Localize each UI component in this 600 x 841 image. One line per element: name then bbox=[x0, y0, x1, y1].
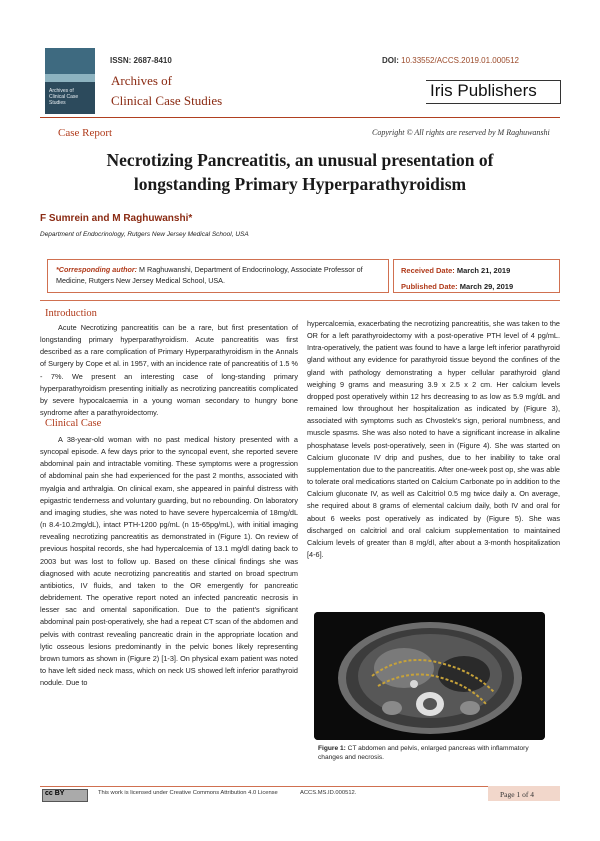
right-column-text: hypercalcemia, exacerbating the necrotizing pancreatitis, she was taken to the OR for a left parathyroidectomy with a post-operative PTH level of 4 pg/mL. Intra-operatively, the patient was found to have a large left inferior parathyroid gland without any evidence for parathyroid tissue beyond the confines of the gland with pathology demonstrating a hyper cellular parathyroid gland weighing 9 grams and measuring 3.9 x 2.5 x 2 cm. Her calcium levels dropped post operatively within 12 hrs decreasing to as low as 5.9 mg/dL and remained low throughout her hospitalization as indicated by (Figure 3), associated with symptoms such as Chvostek's sign, perioral numbness, and muscle spasms. She was also noted to have a significant increase in alkaline phosphatase levels post-operatively, seen in (Figure 4). She was started on Calcium gluconate IV drip and pushes, due to her inability to take oral supplementation due to the pancreatitis. After one-week post op, she was able to tolerate oral medications started on Calcium Carbonate po in addition to the Calcium gluconate IV, as well as Calcitriol 0.5 mg twice daily a. On average, she required about 8 grams of elemental calcium daily, both IV and oral for about 6 weeks post operatively as indicated by (Figure 5). She was discharged on calcitriol and oral calcium supplementation to maintained Calcium levels of greater than 8 mg/dl, after about a 3-month hospitalization [4-6]. bbox=[307, 319, 560, 559]
published-label: Published Date: bbox=[401, 282, 458, 291]
affiliation: Department of Endocrinology, Rutgers New Jersey Medical School, USA bbox=[40, 231, 249, 238]
title-line2: longstanding Primary Hyperparathyroidism bbox=[133, 174, 467, 194]
license-text: This work is licensed under Creative Commons Attribution 4.0 License bbox=[98, 790, 278, 796]
doi-label: DOI: bbox=[382, 56, 399, 65]
publisher-logo bbox=[426, 80, 561, 104]
figure-1-caption-text: CT abdomen and pelvis, enlarged pancreas with inflammatory changes and necrosis. bbox=[318, 745, 529, 761]
journal-title-line1: Archives of bbox=[111, 73, 173, 88]
published-date: March 29, 2019 bbox=[459, 282, 514, 291]
figure-1-label: Figure 1: bbox=[318, 745, 346, 752]
publisher-name: Iris Publishers bbox=[430, 81, 537, 100]
doi[interactable] bbox=[382, 56, 519, 65]
cc-by-license-badge[interactable] bbox=[42, 789, 88, 802]
correspondence-text: M Raghuwanshi, Department of Endocrinology, Associate Professor of Medicine, Rutgers New Jersey Medical School, USA. bbox=[56, 265, 363, 285]
journal-title-line2: Clinical Case Studies bbox=[111, 93, 223, 108]
dates bbox=[401, 263, 513, 295]
issn: ISSN: 2687-8410 bbox=[110, 56, 172, 65]
title-line1: Necrotizing Pancreatitis, an unusual presentation of bbox=[106, 150, 494, 170]
figure-1-caption bbox=[318, 745, 550, 762]
manuscript-id: ACCS.MS.ID.000512. bbox=[300, 790, 357, 796]
journal-title bbox=[111, 71, 222, 111]
figure-1-ct-image bbox=[314, 612, 545, 740]
cover-text: Archives of Clinical Case Studies bbox=[49, 88, 79, 106]
introduction-text: Acute Necrotizing pancreatitis can be a rare, but first presentation of longstanding primary hyperparathyroidism. Acute pancreatitis was first described as a rare complication of Primary Hyperparathyroidism in the Annals of Surgery by Cope et al. in 1957, with an incidence rate of pancreatitis of 1.5 % - 7%. We present an interesting case of long-standing primary hyperparathyroidism presenting initially as necrotizing pancreatitis complicated by severe hypocalcaemia in a young woman secondary to hungry bone syndrome after a parathyroidectomy. bbox=[40, 323, 298, 418]
section-divider bbox=[40, 300, 560, 301]
introduction-heading: Introduction bbox=[45, 308, 97, 319]
cc-badge-text: cc BY bbox=[45, 790, 65, 797]
authors: F Sumrein and M Raghuwanshi* bbox=[40, 213, 193, 224]
header-divider bbox=[40, 117, 560, 118]
page-number: Page 1 of 4 bbox=[500, 790, 534, 799]
report-type: Case Report bbox=[58, 127, 113, 139]
copyright: Copyright © All rights are reserved by M Raghuwanshi bbox=[372, 128, 550, 137]
ct-scan-illustration bbox=[314, 612, 545, 740]
doi-link[interactable]: 10.33552/ACCS.2019.01.000512 bbox=[401, 56, 519, 65]
clinical-case-heading: Clinical Case bbox=[45, 418, 102, 429]
received-date: March 21, 2019 bbox=[456, 266, 511, 275]
correspondence-label: *Corresponding author: bbox=[56, 265, 138, 274]
article-title bbox=[30, 148, 570, 196]
received-label: Received Date: bbox=[401, 266, 455, 275]
journal-cover-thumbnail bbox=[45, 48, 95, 114]
clinical-case-text: A 38-year-old woman with no past medical history presented with a syncopal episode. A few days prior to the syncopal event, she reported severe abdominal pain and intractable vomiting. These symptoms were a progression of abdominal pain she had experienced for the past 2 months, associated with myalgia and arthralgia. On clinical exam, she appeared in painful distress with epigastric tenderness and voluntary guarding, but no rebounding. On laboratory and imaging studies, she was noted to have severe hypercalcemia of 18mg/dL (n 8.4-10.2mg/dL), intact PTH-1200 pg/mL (n 15-65pg/mL), with initial imaging revealing necrotizing pancreatitis as demonstrated in (Figure 1). On review of previous hospital records, she had hypercalcemia of 13.1 mg/dl dating back to 2003 but was lost to follow up. Based on these clinical findings she was diagnosed with acute necrotizing pancreatitis and started on broad spectrum antibiotics, IV fluids, and taken to the OR emergently for pancreatic debridement. The operative report noted an infected pancreatic necrosis in lesser sac and omental saponification. Due to the patient's significant abdominal pain post-operatively, she had a repeat CT scan of the abdomen and pelvis with contrast revealing pancreatic drain in the appropriate location and lytic osseous lesions predominantly in the pelvic bones likely representing brown tumors as shown in (Figure 2) [1-3]. On physical exam patient was noted to have left sided neck mass, which on neck US showed left inferior parathyroid nodule. Due to bbox=[40, 435, 298, 688]
correspondence bbox=[56, 264, 384, 286]
